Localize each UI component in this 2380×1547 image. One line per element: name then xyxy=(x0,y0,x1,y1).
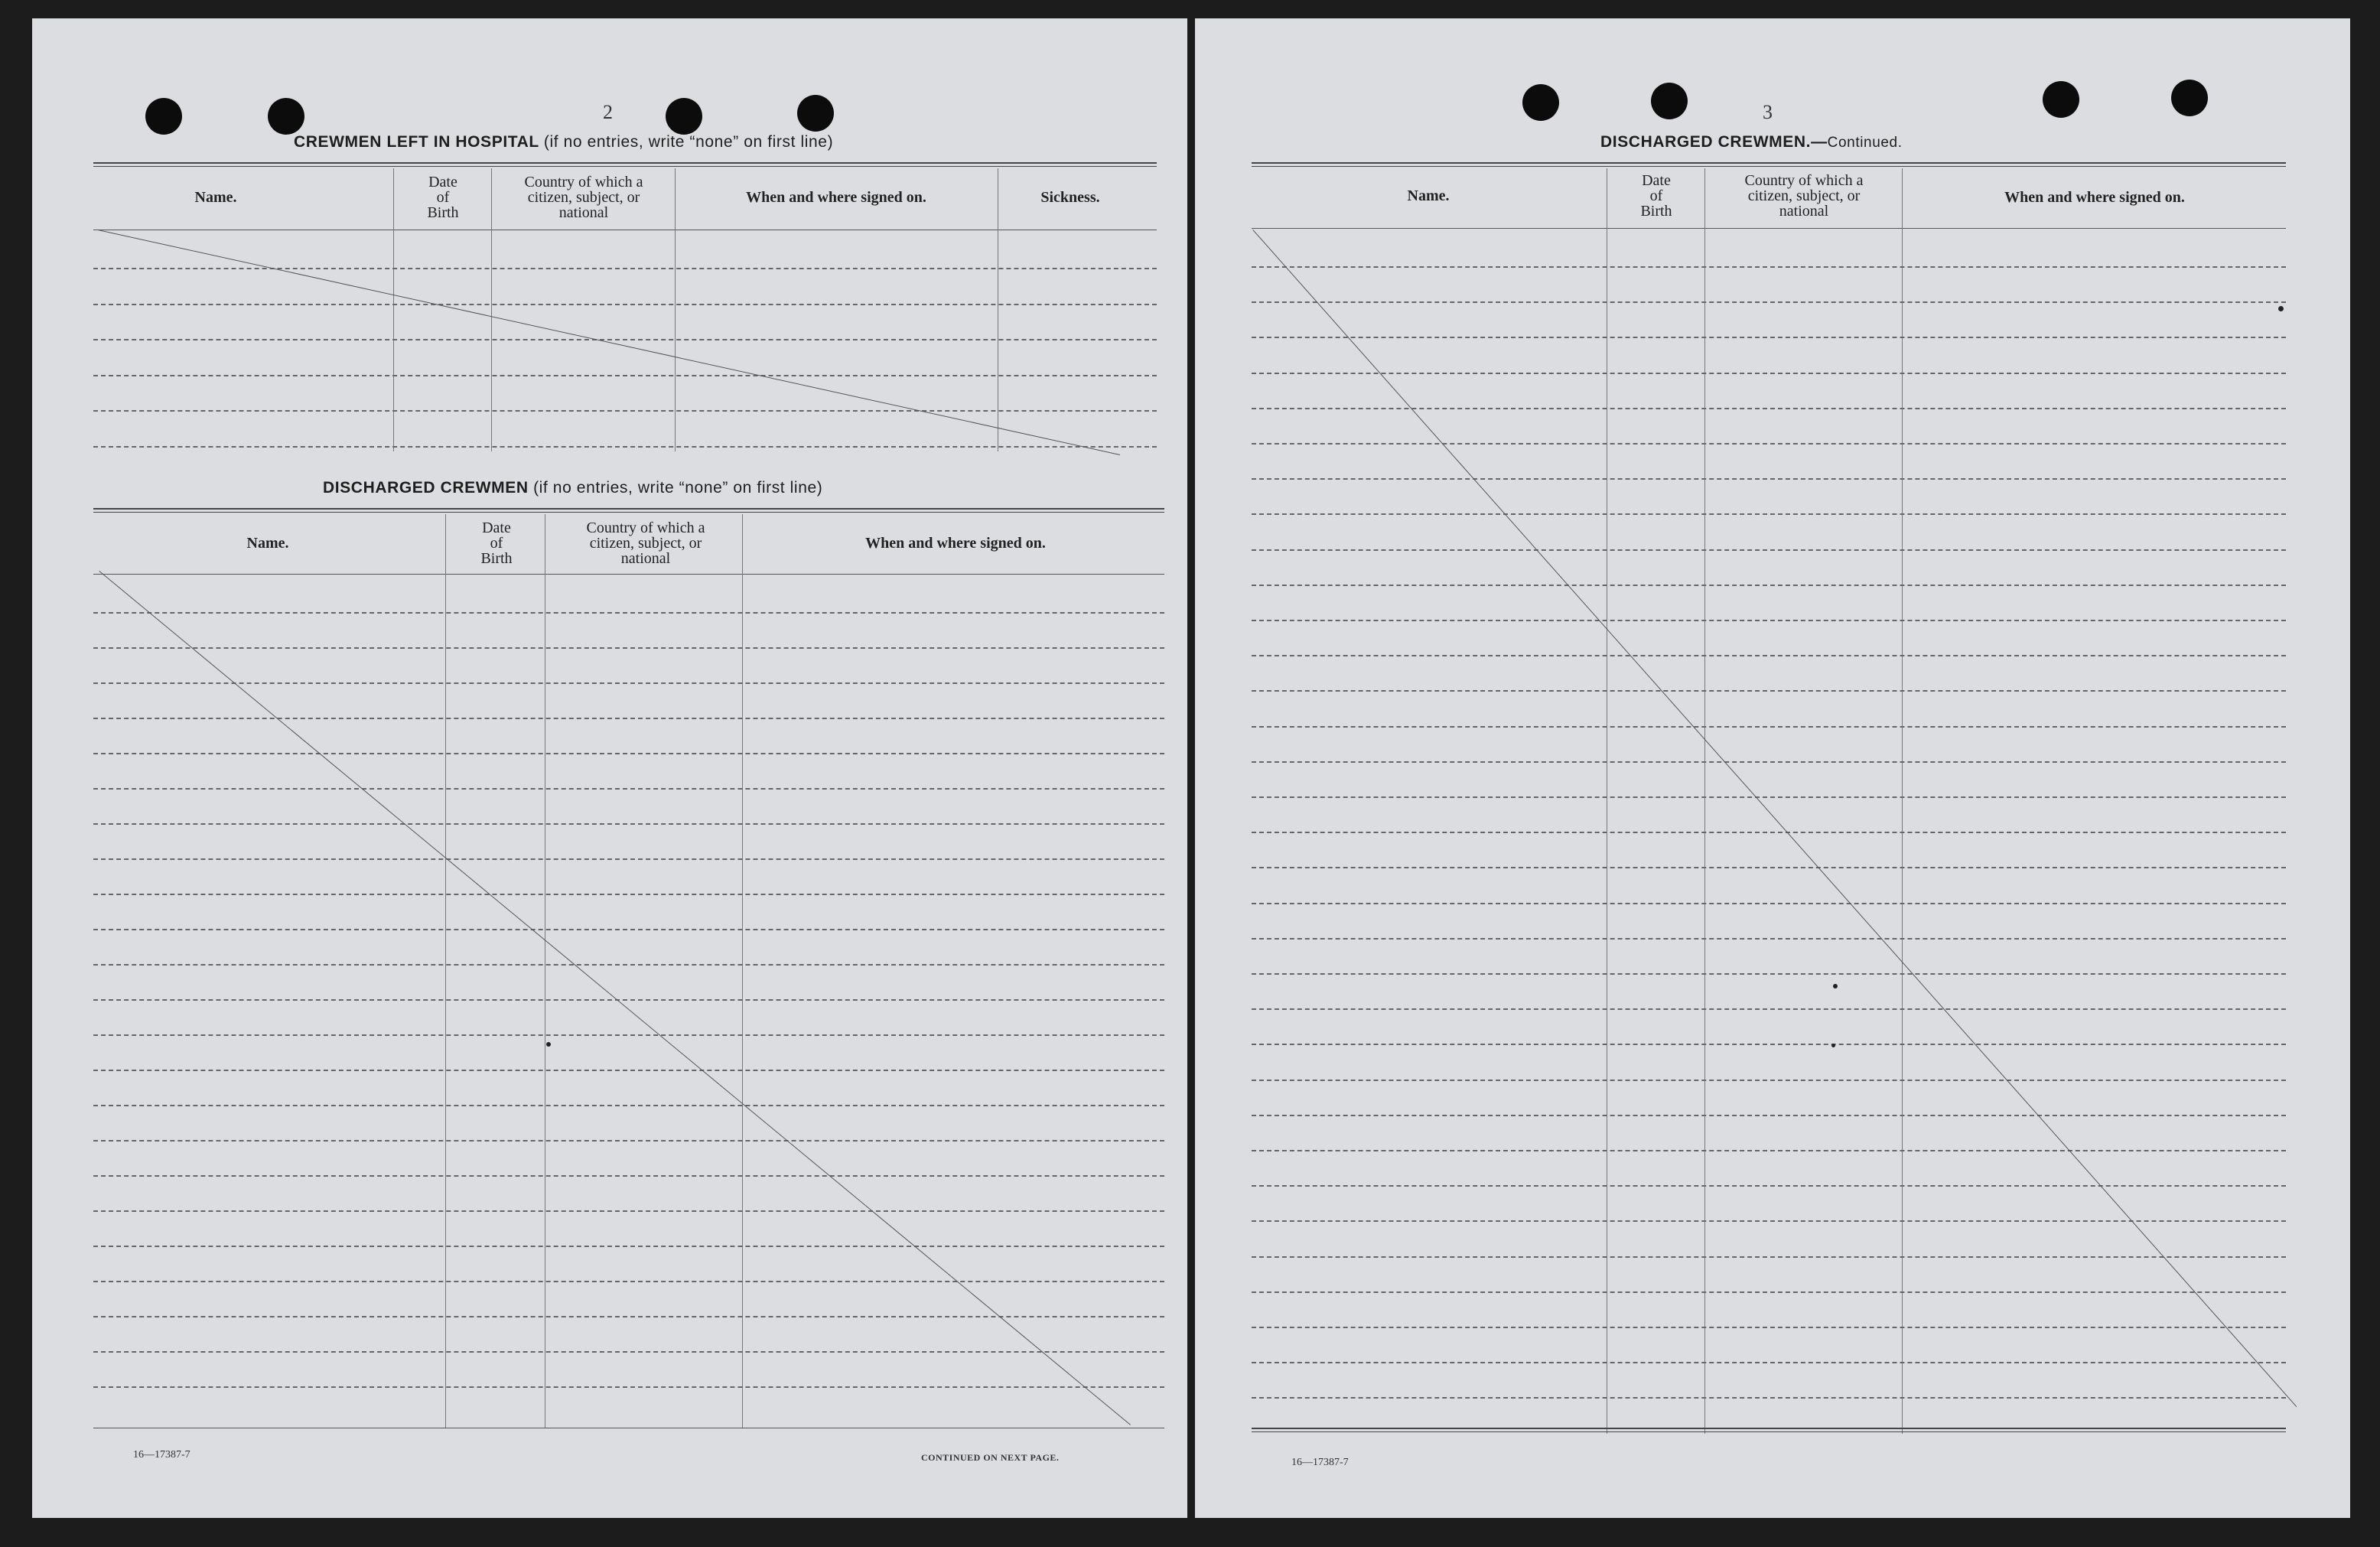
ink-speck xyxy=(546,1042,551,1047)
entry-line xyxy=(1252,266,2286,268)
punch-hole xyxy=(666,98,702,135)
entry-line xyxy=(93,339,1157,340)
section-title-suffix: Continued. xyxy=(1827,135,1903,151)
entry-line xyxy=(93,894,1164,895)
discharged-col-divider xyxy=(742,514,743,1428)
discharged-col-name: Name. xyxy=(246,535,289,552)
hospital-title-note: (if no entries, write “none” on first line) xyxy=(543,133,834,151)
hospital-top-rule xyxy=(93,162,1157,167)
entry-line xyxy=(93,858,1164,860)
punch-hole xyxy=(1522,84,1559,121)
ink-speck xyxy=(1831,1044,1835,1047)
entry-line xyxy=(1252,1291,2286,1293)
discharged-section-title xyxy=(323,479,822,497)
col-signed-on: When and where signed on. xyxy=(2004,189,2185,206)
entry-line xyxy=(1252,301,2286,303)
entry-line xyxy=(1252,337,2286,338)
entry-line xyxy=(93,1386,1164,1388)
right-page xyxy=(1195,18,2350,1518)
entry-line xyxy=(1252,1185,2286,1187)
entry-line xyxy=(93,788,1164,790)
section-title xyxy=(1600,133,1903,151)
hospital-col-dob: Date of Birth xyxy=(427,174,459,221)
discharged-top-rule xyxy=(93,508,1164,513)
entry-line xyxy=(1252,620,2286,621)
form-number: 16—17387-7 xyxy=(133,1449,190,1461)
entry-line xyxy=(1252,796,2286,798)
hospital-col-sickness: Sickness. xyxy=(1040,189,1100,206)
entry-line xyxy=(1252,513,2286,515)
entry-line xyxy=(93,1281,1164,1282)
hospital-col-signed-on: When and where signed on. xyxy=(746,189,926,206)
entry-line xyxy=(1252,1115,2286,1116)
section-title-text: DISCHARGED CREWMEN.— xyxy=(1600,133,1828,151)
entry-line xyxy=(93,929,1164,930)
entry-line xyxy=(1252,903,2286,904)
discharged-cancel-line xyxy=(99,571,1131,1425)
entry-line xyxy=(93,446,1157,448)
entry-line xyxy=(1252,443,2286,445)
entry-line xyxy=(93,753,1164,754)
punch-hole xyxy=(268,98,304,135)
col-country: Country of which a citizen, subject, or national xyxy=(1744,172,1864,220)
entry-line xyxy=(1252,1008,2286,1010)
entry-line xyxy=(93,1316,1164,1317)
discharged-col-country: Country of which a citizen, subject, or national xyxy=(586,519,705,567)
page-number: 3 xyxy=(1763,101,1773,123)
entry-line xyxy=(93,304,1157,305)
entry-line xyxy=(93,1034,1164,1036)
entry-line xyxy=(93,964,1164,966)
entry-line xyxy=(1252,373,2286,374)
form-number: 16—17387-7 xyxy=(1291,1457,1349,1468)
col-divider xyxy=(1902,168,1903,1434)
hospital-col-name: Name. xyxy=(194,189,237,206)
entry-line xyxy=(93,1175,1164,1177)
col-divider xyxy=(1704,168,1705,1434)
entry-line xyxy=(1252,655,2286,656)
entry-line xyxy=(1252,478,2286,480)
punch-hole xyxy=(145,98,182,135)
section-top-rule xyxy=(1252,162,2286,167)
entry-line xyxy=(93,718,1164,719)
entry-line xyxy=(1252,1080,2286,1081)
hospital-col-country: Country of which a citizen, subject, or national xyxy=(524,174,643,221)
entry-line xyxy=(93,1140,1164,1142)
entry-line xyxy=(93,1210,1164,1212)
entry-line xyxy=(93,1070,1164,1071)
cancel-line xyxy=(1252,230,2297,1407)
left-page xyxy=(32,18,1187,1518)
entry-line xyxy=(1252,832,2286,833)
punch-hole xyxy=(797,95,834,132)
header-rule xyxy=(1252,228,2286,229)
punch-hole xyxy=(2171,80,2208,116)
entry-line xyxy=(1252,585,2286,586)
entry-line xyxy=(93,999,1164,1001)
entry-line xyxy=(93,268,1157,269)
entry-line xyxy=(1252,1397,2286,1399)
discharged-title-text: DISCHARGED CREWMEN xyxy=(323,479,529,497)
discharged-title-note: (if no entries, write “none” on first line) xyxy=(533,479,823,497)
hospital-cancel-line xyxy=(98,230,1120,455)
entry-line xyxy=(93,823,1164,825)
entry-line xyxy=(1252,1327,2286,1328)
entry-line xyxy=(93,1246,1164,1247)
entry-line xyxy=(1252,1362,2286,1363)
hospital-col-divider xyxy=(675,168,676,451)
entry-line xyxy=(93,1351,1164,1353)
entry-line xyxy=(1252,973,2286,975)
col-dob: Date of Birth xyxy=(1640,172,1672,220)
entry-line xyxy=(93,375,1157,376)
entry-line xyxy=(1252,761,2286,763)
entry-line xyxy=(93,612,1164,614)
entry-line xyxy=(1252,1256,2286,1258)
entry-line xyxy=(93,682,1164,684)
entry-line xyxy=(93,1105,1164,1106)
punch-hole xyxy=(2043,81,2079,118)
entry-line xyxy=(1252,1044,2286,1045)
entry-line xyxy=(93,647,1164,649)
entry-line xyxy=(93,410,1157,412)
discharged-col-dob: Date of Birth xyxy=(480,519,513,567)
discharged-col-divider xyxy=(445,514,446,1428)
hospital-col-divider xyxy=(393,168,394,451)
entry-line xyxy=(1252,549,2286,551)
ink-speck xyxy=(1833,984,1838,988)
punch-hole xyxy=(1651,83,1688,119)
hospital-title-text: CREWMEN LEFT IN HOSPITAL xyxy=(294,133,539,151)
continued-note: CONTINUED ON NEXT PAGE. xyxy=(921,1452,1060,1463)
entry-line xyxy=(1252,938,2286,940)
entry-line xyxy=(1252,867,2286,868)
hospital-section-title xyxy=(294,133,833,151)
discharged-header-rule xyxy=(93,574,1164,575)
entry-line xyxy=(1252,1150,2286,1151)
ink-speck xyxy=(2278,306,2284,311)
page-number: 2 xyxy=(603,101,613,123)
entry-line xyxy=(1252,408,2286,409)
col-name: Name. xyxy=(1407,187,1450,204)
entry-line xyxy=(1252,690,2286,692)
hospital-col-divider xyxy=(491,168,492,451)
discharged-col-signed-on: When and where signed on. xyxy=(865,535,1046,552)
bottom-rule xyxy=(1252,1428,2286,1432)
entry-line xyxy=(1252,726,2286,728)
